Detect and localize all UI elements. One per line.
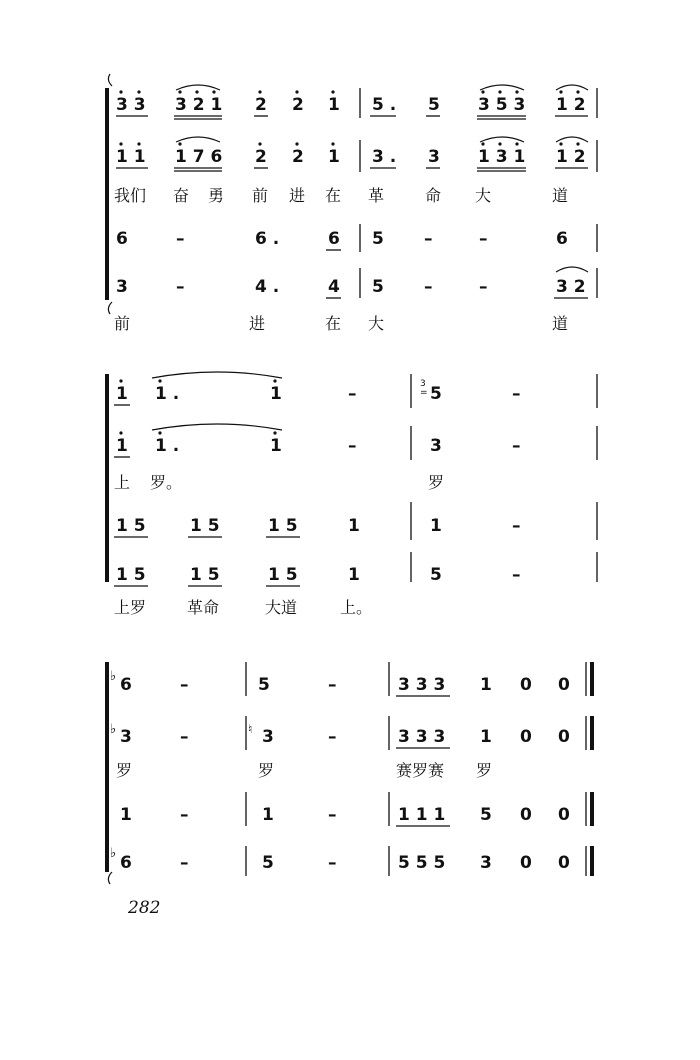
lyric: 大道 xyxy=(265,598,298,617)
svg-text:–: – xyxy=(479,277,488,297)
svg-text:6: 6 xyxy=(556,229,568,249)
lyric: 罗 xyxy=(116,761,133,780)
svg-text:3 2: 3 2 xyxy=(556,277,586,297)
svg-text:0: 0 xyxy=(520,805,532,825)
svg-text:1: 1 xyxy=(328,95,340,115)
svg-text:1: 1 xyxy=(116,436,128,456)
svg-text:0: 0 xyxy=(520,727,532,747)
svg-text:1 5: 1 5 xyxy=(116,565,146,585)
svg-text:5 .: 5 . xyxy=(372,95,397,115)
lyric: 革命 xyxy=(187,598,220,617)
svg-text:–: – xyxy=(348,436,357,456)
lyric: 勇 xyxy=(208,186,225,205)
svg-text:3 3 3: 3 3 3 xyxy=(398,675,446,695)
svg-text:1 .: 1 . xyxy=(155,384,180,404)
svg-text:1 5: 1 5 xyxy=(268,516,298,536)
svg-text:6: 6 xyxy=(120,853,132,873)
svg-text:3 2 1: 3 2 1 xyxy=(175,95,223,115)
svg-text:♭: ♭ xyxy=(110,846,117,861)
svg-text:5: 5 xyxy=(480,805,492,825)
lyric: 道 xyxy=(552,186,569,205)
svg-text:6: 6 xyxy=(328,229,340,249)
svg-text:–: – xyxy=(180,805,189,825)
svg-text:0: 0 xyxy=(520,675,532,695)
lyric: 进 xyxy=(289,186,306,205)
svg-text:1 5: 1 5 xyxy=(116,516,146,536)
svg-text:–: – xyxy=(328,805,337,825)
svg-text:1: 1 xyxy=(270,436,282,456)
svg-text:5: 5 xyxy=(258,675,270,695)
lyric: 大 xyxy=(475,186,492,205)
svg-text:1: 1 xyxy=(116,384,128,404)
svg-text:1: 1 xyxy=(328,147,340,167)
svg-text:5: 5 xyxy=(372,277,384,297)
svg-text:♭: ♭ xyxy=(110,722,117,737)
lyric: 上罗 xyxy=(114,598,147,617)
svg-text:0: 0 xyxy=(558,675,570,695)
svg-text:1 5: 1 5 xyxy=(190,565,220,585)
svg-text:3: 3 xyxy=(262,727,274,747)
lyric: 罗 xyxy=(476,761,493,780)
svg-text:1 7 6: 1 7 6 xyxy=(175,147,223,167)
svg-text:5: 5 xyxy=(372,229,384,249)
svg-text:3: 3 xyxy=(480,853,492,873)
svg-text:5: 5 xyxy=(428,95,440,115)
lyric: 道 xyxy=(552,314,569,333)
svg-text:1: 1 xyxy=(348,565,360,585)
lyric: 命 xyxy=(425,186,442,205)
svg-text:2: 2 xyxy=(255,95,267,115)
svg-text:5 5 5: 5 5 5 xyxy=(398,853,446,873)
svg-text:3: 3 xyxy=(430,436,442,456)
svg-text:3 3 3: 3 3 3 xyxy=(398,727,446,747)
lyric: 我们 xyxy=(114,186,147,205)
svg-text:–: – xyxy=(512,565,521,585)
svg-text:–: – xyxy=(328,853,337,873)
svg-text:–: – xyxy=(512,436,521,456)
svg-text:1 1: 1 1 xyxy=(116,147,146,167)
svg-text:1 5: 1 5 xyxy=(268,565,298,585)
svg-text:0: 0 xyxy=(558,805,570,825)
svg-text:3: 3 xyxy=(120,727,132,747)
lyric: 进 xyxy=(249,314,266,333)
svg-text:3: 3 xyxy=(420,379,426,389)
svg-text:–: – xyxy=(512,516,521,536)
svg-text:–: – xyxy=(424,229,433,249)
svg-text:0: 0 xyxy=(558,853,570,873)
svg-text:1: 1 xyxy=(480,675,492,695)
lyric: 罗。 xyxy=(150,473,183,492)
svg-text:5: 5 xyxy=(430,565,442,585)
svg-text:–: – xyxy=(180,853,189,873)
svg-text:5: 5 xyxy=(262,853,274,873)
svg-text:1 .: 1 . xyxy=(155,436,180,456)
svg-text:–: – xyxy=(180,727,189,747)
lyric: 前 xyxy=(252,186,269,205)
svg-text:=: = xyxy=(420,388,428,398)
system-3 xyxy=(107,662,592,884)
svg-text:–: – xyxy=(328,727,337,747)
lyric: 在 xyxy=(325,186,342,205)
system-2 xyxy=(107,372,597,617)
svg-text:3 3: 3 3 xyxy=(116,95,146,115)
lyric: 在 xyxy=(325,314,342,333)
svg-text:1 2: 1 2 xyxy=(556,95,586,115)
lyric: 大 xyxy=(368,314,385,333)
svg-text:6 .: 6 . xyxy=(255,229,280,249)
svg-text:1: 1 xyxy=(348,516,360,536)
svg-text:–: – xyxy=(479,229,488,249)
svg-text:–: – xyxy=(328,675,337,695)
svg-text:1: 1 xyxy=(120,805,132,825)
svg-text:♮: ♮ xyxy=(248,722,253,736)
lyric: 上 xyxy=(114,473,131,492)
svg-text:–: – xyxy=(512,384,521,404)
lyric: 革 xyxy=(368,186,385,205)
svg-text:0: 0 xyxy=(520,853,532,873)
lyric: 罗 xyxy=(258,761,275,780)
svg-text:5: 5 xyxy=(430,384,442,404)
lyric: 奋 xyxy=(173,186,190,205)
svg-text:1: 1 xyxy=(430,516,442,536)
svg-text:–: – xyxy=(176,229,185,249)
svg-text:2: 2 xyxy=(292,147,304,167)
svg-text:3 .: 3 . xyxy=(372,147,397,167)
svg-text:1: 1 xyxy=(262,805,274,825)
system-1 xyxy=(107,74,597,333)
svg-text:–: – xyxy=(180,675,189,695)
svg-text:–: – xyxy=(176,277,185,297)
lyric: 赛罗赛 xyxy=(396,761,445,780)
svg-text:1 2: 1 2 xyxy=(556,147,586,167)
svg-text:1: 1 xyxy=(270,384,282,404)
svg-text:1 1 1: 1 1 1 xyxy=(398,805,446,825)
svg-text:–: – xyxy=(348,384,357,404)
svg-text:3: 3 xyxy=(428,147,440,167)
svg-text:♭: ♭ xyxy=(110,669,117,684)
svg-text:2: 2 xyxy=(292,95,304,115)
svg-text:0: 0 xyxy=(558,727,570,747)
page-number: 282 xyxy=(128,898,161,918)
svg-text:3 5 3: 3 5 3 xyxy=(478,95,526,115)
lyric: 前 xyxy=(114,314,131,333)
lyric: 罗 xyxy=(428,473,445,492)
svg-text:4 .: 4 . xyxy=(255,277,280,297)
svg-text:4: 4 xyxy=(328,277,340,297)
svg-text:–: – xyxy=(424,277,433,297)
svg-text:1: 1 xyxy=(480,727,492,747)
svg-text:3: 3 xyxy=(116,277,128,297)
lyric: 上。 xyxy=(340,598,373,617)
svg-text:1 5: 1 5 xyxy=(190,516,220,536)
svg-text:2: 2 xyxy=(255,147,267,167)
svg-text:6: 6 xyxy=(120,675,132,695)
svg-text:1 3 1: 1 3 1 xyxy=(478,147,526,167)
svg-text:6: 6 xyxy=(116,229,128,249)
